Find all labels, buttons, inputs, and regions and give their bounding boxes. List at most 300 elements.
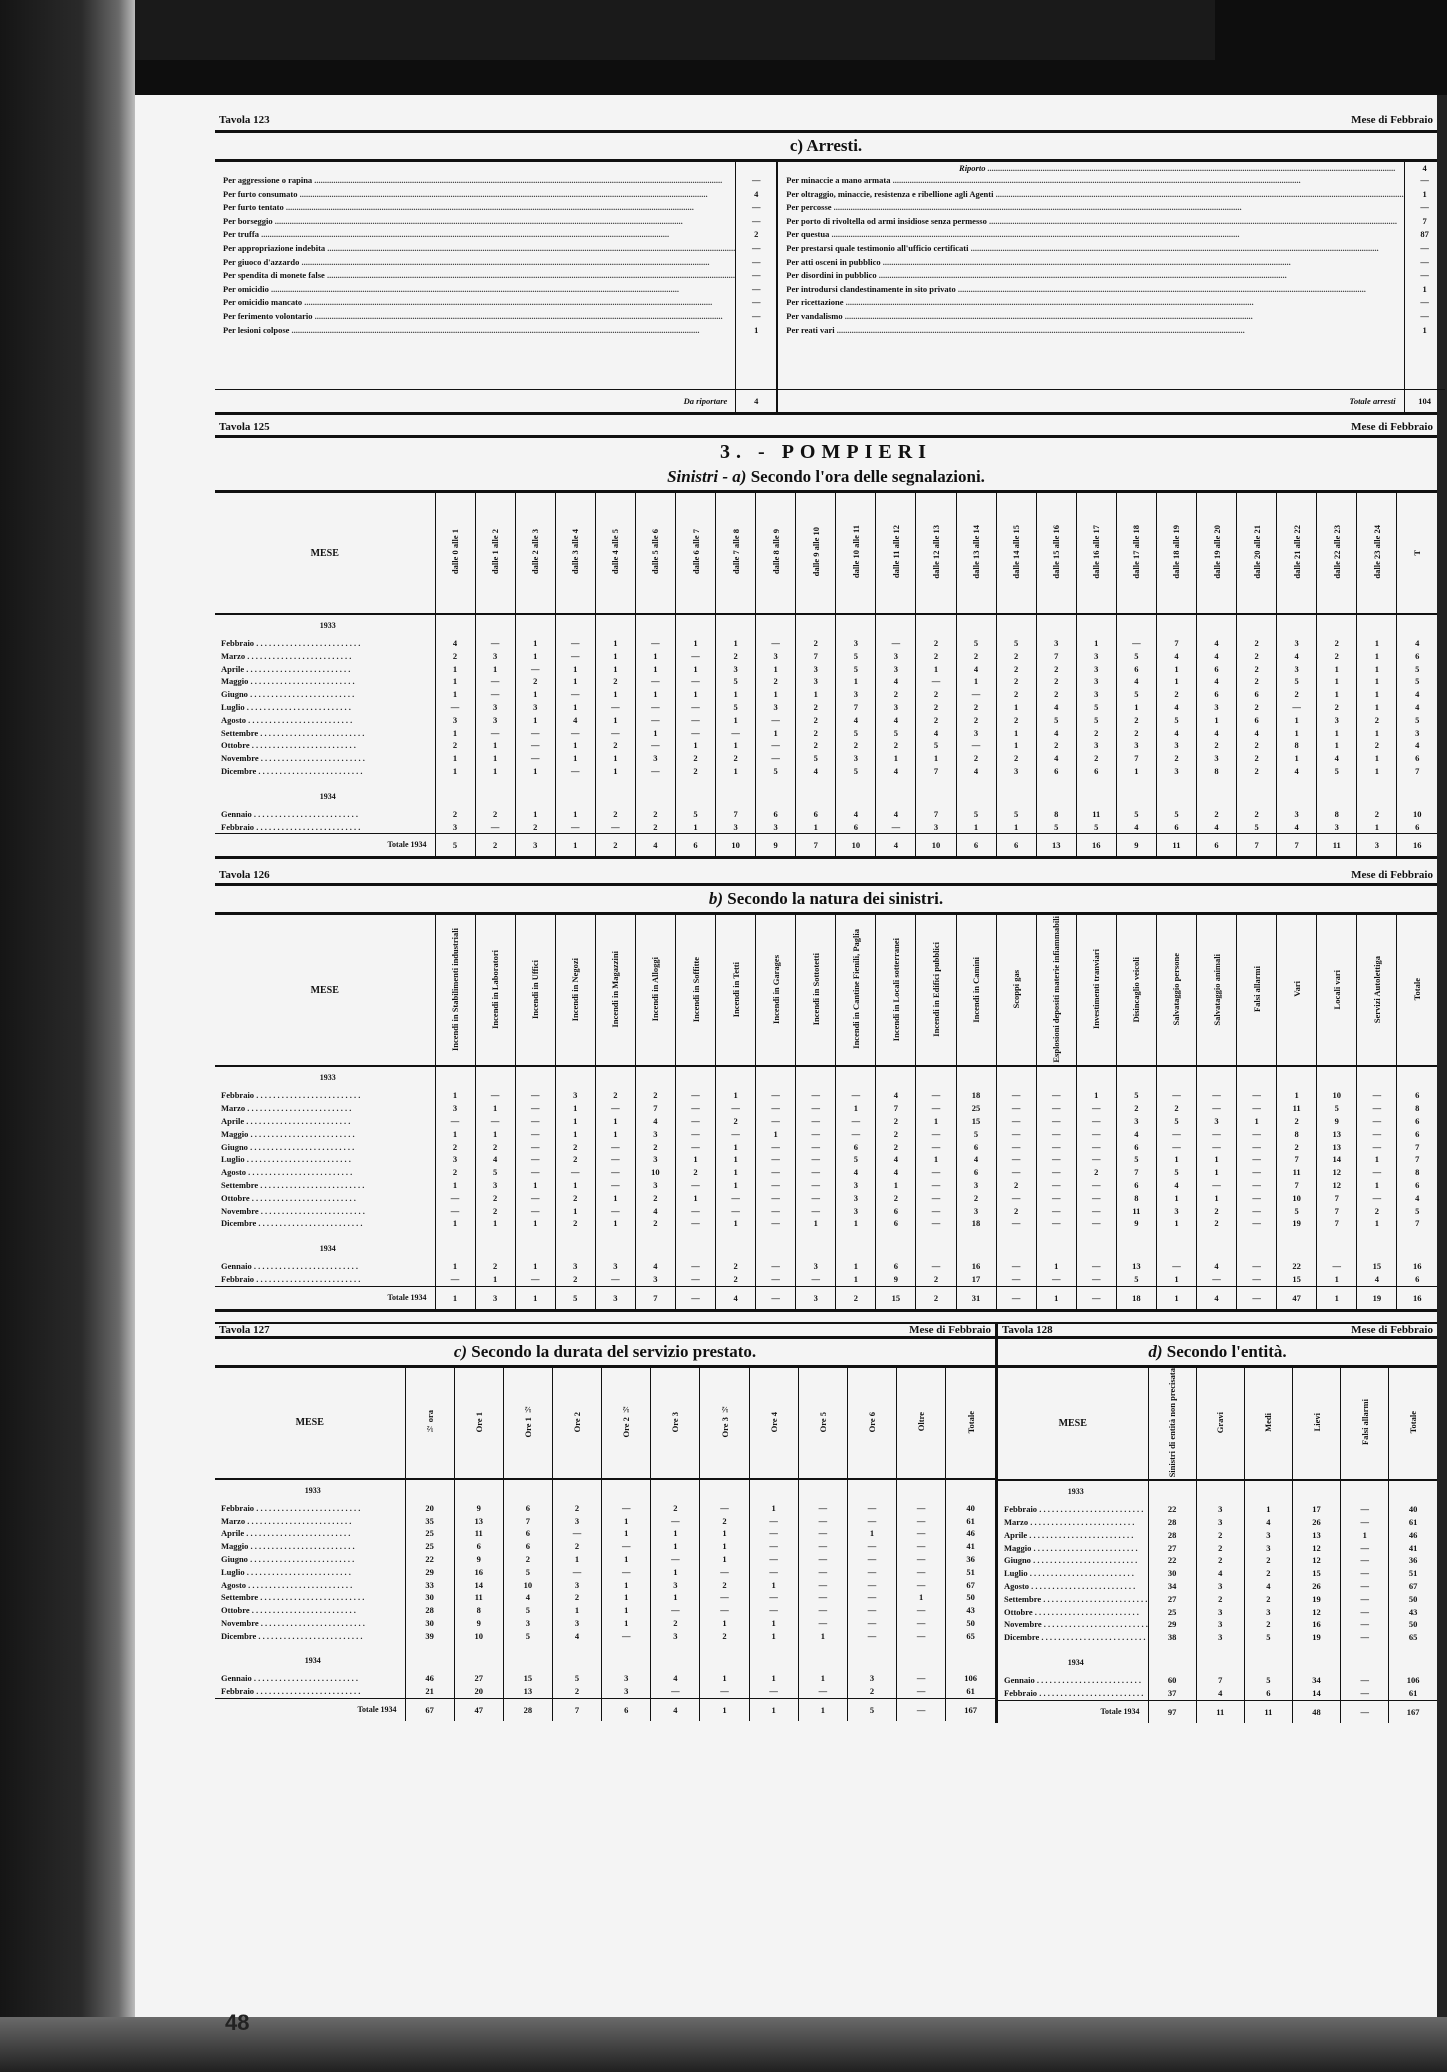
empty-cell [1036, 786, 1076, 808]
table-cell: 1 [716, 1089, 756, 1102]
total-cell: 16 [1076, 834, 1116, 857]
table-cell: — [675, 1115, 715, 1128]
empty-cell [454, 1650, 503, 1672]
column-header [1277, 915, 1317, 1066]
table-cell: 2 [675, 1166, 715, 1179]
table-cell: 4 [1196, 1687, 1244, 1700]
table-cell: — [798, 1540, 847, 1553]
table-cell: 1 [475, 1273, 515, 1286]
empty-cell [1076, 786, 1116, 808]
table-cell: 3 [635, 1273, 675, 1286]
table-cell: 3 [836, 1192, 876, 1205]
table-cell: 2 [956, 701, 996, 714]
arrest-row [778, 256, 1444, 270]
table-cell: 5 [1076, 701, 1116, 714]
arrest-label: Per prestarsi quale testimonio all'ufficio certificati ..... [778, 242, 1403, 256]
total-cell: 3 [595, 1286, 635, 1309]
table-cell: 1 [515, 714, 555, 727]
table-cell: 4 [1277, 650, 1317, 663]
table-cell: 15 [1357, 1260, 1397, 1273]
table-cell: — [756, 1141, 796, 1154]
month-label: Luglio . . . [215, 1153, 435, 1166]
table-cell: — [515, 663, 555, 676]
column-header-label: Falsi allarmi [1251, 966, 1262, 1013]
empty-cell [515, 1066, 555, 1089]
table-cell: 1 [1196, 1153, 1236, 1166]
table-cell: 1 [515, 765, 555, 778]
table-cell: 1 [595, 765, 635, 778]
year-row [215, 614, 1437, 637]
total-cell: 47 [1277, 1286, 1317, 1309]
month-label: Aprile . . . [215, 1115, 435, 1128]
total-cell: 7 [1237, 834, 1277, 857]
table-cell: 7 [1156, 637, 1196, 650]
column-header [916, 493, 956, 614]
table-cell: 6 [1196, 663, 1236, 676]
table-cell: — [1156, 1141, 1196, 1154]
spacer [756, 778, 796, 786]
table-cell: 2 [876, 1128, 916, 1141]
table-row [215, 1672, 995, 1685]
year-label: 1934 [1067, 1657, 1084, 1667]
table-cell: 5 [1397, 675, 1437, 688]
table-cell: 1 [836, 675, 876, 688]
table-cell: 4 [1196, 637, 1236, 650]
year-label: 1934 [319, 1244, 336, 1254]
table-cell: 2 [1156, 688, 1196, 701]
arrest-label: Per giuoco d'azzardo ..... [215, 256, 735, 270]
table-row [998, 1529, 1437, 1542]
column-header [1397, 493, 1437, 614]
table-cell: 3 [475, 1179, 515, 1192]
table-cell: 4 [916, 727, 956, 740]
table-cell: 3 [836, 1179, 876, 1192]
total-cell: 18 [1116, 1286, 1156, 1309]
table-cell: 7 [1116, 752, 1156, 765]
spacer [651, 1642, 700, 1650]
table-cell: — [515, 1089, 555, 1102]
table-cell: 15 [1292, 1567, 1340, 1580]
total-cell: 4 [716, 1286, 756, 1309]
table-cell: 13 [1317, 1141, 1357, 1154]
table-cell: — [756, 752, 796, 765]
table-cell: 1 [675, 821, 715, 834]
empty-cell [602, 1650, 651, 1672]
table-cell: 4 [1036, 701, 1076, 714]
table-cell: 6 [1397, 752, 1437, 765]
table-cell: 5 [1237, 821, 1277, 834]
column-header-label: Sinistri di entità non precisata [1167, 1367, 1178, 1478]
empty-cell [675, 786, 715, 808]
table-cell: 22 [1277, 1260, 1317, 1273]
table-row [998, 1687, 1437, 1700]
table-cell: 1 [635, 650, 675, 663]
table-cell: — [515, 752, 555, 765]
table-cell: 7 [1317, 1205, 1357, 1218]
table-row [215, 650, 1437, 663]
table-cell: 1 [996, 739, 1036, 752]
table-cell: 1 [836, 1217, 876, 1230]
spacer [1237, 1230, 1277, 1238]
total-cell: — [1076, 1286, 1116, 1309]
table-cell: 7 [1397, 1153, 1437, 1166]
empty-cell [515, 1238, 555, 1260]
column-header [1357, 493, 1397, 614]
arrest-value: — [1404, 242, 1445, 256]
spacer [1036, 778, 1076, 786]
table-row [215, 1617, 995, 1630]
empty-cell [1076, 1066, 1116, 1089]
empty-cell [555, 1066, 595, 1089]
table-cell: 4 [1116, 675, 1156, 688]
table-cell: 3 [876, 650, 916, 663]
empty-cell [798, 1479, 847, 1502]
total-cell: 6 [675, 834, 715, 857]
table-cell: 5 [836, 663, 876, 676]
table-row [215, 1579, 995, 1592]
table-cell: — [749, 1527, 798, 1540]
month-label: Dicembre . . . [215, 1217, 435, 1230]
table-cell: 5 [1317, 765, 1357, 778]
empty-cell [876, 614, 916, 637]
table-row [215, 1102, 1437, 1115]
total-cell: 3 [796, 1286, 836, 1309]
year-label: 1934 [319, 791, 336, 801]
table-row [215, 701, 1437, 714]
total-row [215, 1699, 995, 1722]
table-cell: 2 [1237, 765, 1277, 778]
table-cell: 2 [956, 1192, 996, 1205]
spacer [675, 1230, 715, 1238]
table-cell: — [1341, 1554, 1389, 1567]
month-label: Aprile . . . [998, 1529, 1148, 1542]
table-row [215, 1540, 995, 1553]
table-cell: — [675, 1179, 715, 1192]
empty-cell [1357, 614, 1397, 637]
table-cell: — [700, 1604, 749, 1617]
table-cell: — [635, 675, 675, 688]
arrest-label: Per borseggio ..... [215, 215, 735, 229]
column-header-label: Disincaglio veicoli [1131, 956, 1142, 1023]
total-cell: 13 [1036, 834, 1076, 857]
table-cell: — [1237, 1260, 1277, 1273]
table-cell: 4 [635, 1260, 675, 1273]
table-cell: — [595, 1179, 635, 1192]
table-cell: — [756, 1192, 796, 1205]
table-cell: 1 [700, 1672, 749, 1685]
table-cell: 2 [595, 1089, 635, 1102]
table-cell: 3 [1196, 701, 1236, 714]
table-cell: 2 [916, 688, 956, 701]
total-cell: 7 [1277, 834, 1317, 857]
table-cell: — [555, 637, 595, 650]
table-cell: 7 [1277, 1179, 1317, 1192]
column-header-label: Totale [1412, 978, 1423, 1001]
empty-cell [956, 614, 996, 637]
table-row [215, 739, 1437, 752]
total-cell: 10 [716, 834, 756, 857]
table-cell: 1 [675, 637, 715, 650]
table-row [215, 1685, 995, 1698]
column-header-label: Servizi Autolettiga [1371, 955, 1382, 1023]
empty-cell [555, 1238, 595, 1260]
scan-border-top-dark [0, 0, 1215, 60]
table-cell: — [1237, 1217, 1277, 1230]
column-header-label: Ore 1 [473, 1411, 484, 1432]
table-cell: — [1357, 1192, 1397, 1205]
empty-cell [796, 786, 836, 808]
table-cell: — [796, 1115, 836, 1128]
table-cell: — [916, 1166, 956, 1179]
table-cell: 2 [700, 1579, 749, 1592]
month-label: Settembre . . . [215, 1591, 405, 1604]
title-prefix: b) [708, 889, 724, 909]
table-cell: 3 [1196, 1503, 1244, 1516]
table-cell: 1 [515, 688, 555, 701]
month-label: Febbraio . . . [215, 1502, 405, 1515]
table-cell: 1 [1277, 727, 1317, 740]
table-cell: 2 [996, 650, 1036, 663]
spacer [1277, 778, 1317, 786]
table-cell: 2 [475, 1260, 515, 1273]
table-cell: 3 [1156, 739, 1196, 752]
empty-cell [1317, 1238, 1357, 1260]
total-cell: 1 [700, 1699, 749, 1722]
table-cell: 1 [1317, 727, 1357, 740]
total-cell: 6 [996, 834, 1036, 857]
table-cell: — [1237, 1153, 1277, 1166]
table-cell: — [876, 637, 916, 650]
column-header-label: dalle 2 alle 3 [530, 529, 541, 575]
column-header-label: dalle 0 alle 1 [450, 529, 461, 575]
empty-cell [1341, 1652, 1389, 1674]
table-cell: 1 [675, 1153, 715, 1166]
column-header [1317, 915, 1357, 1066]
table-cell: 26 [1292, 1516, 1340, 1529]
spacer [435, 1230, 475, 1238]
table-cell: 1 [749, 1579, 798, 1592]
filler-left [215, 337, 735, 389]
table-cell: — [1076, 1141, 1116, 1154]
table-cell: 60 [1148, 1674, 1196, 1687]
column-header [1076, 915, 1116, 1066]
table-cell: 1 [602, 1604, 651, 1617]
column-header [675, 915, 715, 1066]
table-cell: 1 [1317, 1273, 1357, 1286]
table-cell: 2 [515, 675, 555, 688]
table-cell: 1 [836, 1102, 876, 1115]
month-label: Aprile . . . [215, 1527, 405, 1540]
table-cell: 1 [595, 650, 635, 663]
empty-cell [1237, 786, 1277, 808]
table-cell: 6 [1116, 1141, 1156, 1154]
table-row [215, 821, 1437, 834]
tavola-header [215, 1324, 995, 1336]
table-cell: 10 [454, 1630, 503, 1643]
total-cell: 1 [798, 1699, 847, 1722]
table-cell: 30 [1148, 1567, 1196, 1580]
table-cell: 9 [876, 1273, 916, 1286]
table-cell: 4 [1397, 701, 1437, 714]
table-cell: 30 [405, 1617, 454, 1630]
entity-table [998, 1368, 1437, 1723]
table-cell: 4 [1196, 1567, 1244, 1580]
spacer [998, 1644, 1148, 1652]
table-cell: 2 [1357, 808, 1397, 821]
section-heading: 3. - POMPIERI [720, 441, 932, 463]
empty-cell [475, 1238, 515, 1260]
table-cell: — [847, 1566, 896, 1579]
table-cell: — [847, 1617, 896, 1630]
empty-cell [876, 1238, 916, 1260]
table-cell: — [675, 650, 715, 663]
spacer [515, 1230, 555, 1238]
arrest-value: 1 [1404, 283, 1445, 297]
total-cell: 97 [1148, 1700, 1196, 1723]
table-cell: 1 [1357, 1153, 1397, 1166]
table-cell: 2 [796, 714, 836, 727]
table-cell: 65 [1389, 1631, 1437, 1644]
table-cell: 1 [602, 1579, 651, 1592]
spacer [876, 778, 916, 786]
table-cell: 9 [454, 1617, 503, 1630]
table-cell: — [595, 727, 635, 740]
empty-cell [475, 786, 515, 808]
arrest-row [215, 269, 776, 283]
table-cell: 4 [876, 675, 916, 688]
table-cell: — [798, 1604, 847, 1617]
table-cell: 61 [946, 1685, 995, 1698]
table-cell: 27 [454, 1672, 503, 1685]
table-cell: — [916, 675, 956, 688]
table-cell: 3 [1196, 752, 1236, 765]
empty-cell [956, 786, 996, 808]
month-label: Ottobre . . . [998, 1606, 1148, 1619]
table-cell: 2 [956, 752, 996, 765]
month-label: Novembre . . . [998, 1618, 1148, 1631]
spacer [700, 1642, 749, 1650]
table-cell: 2 [435, 739, 475, 752]
arrest-value: 4 [735, 188, 776, 202]
nature-table [215, 915, 1437, 1308]
table-cell: — [602, 1540, 651, 1553]
table-cell: 1 [1317, 739, 1357, 752]
table-cell: 1 [876, 752, 916, 765]
table-cell: — [1036, 1089, 1076, 1102]
table-cell: — [749, 1566, 798, 1579]
total-cell: 5 [555, 1286, 595, 1309]
column-header-label: dalle 9 alle 10 [810, 527, 821, 577]
empty-cell [716, 1238, 756, 1260]
table-cell: — [716, 1192, 756, 1205]
divider [215, 435, 1437, 438]
table-cell: 5 [996, 808, 1036, 821]
month-label: Mese di Febbraio [909, 1323, 991, 1336]
table-cell: — [515, 1166, 555, 1179]
table-cell: 11 [454, 1591, 503, 1604]
table-cell: — [1341, 1516, 1389, 1529]
month-label: Giugno . . . [215, 1141, 435, 1154]
arrest-value: — [1404, 296, 1445, 310]
table-cell: 1 [435, 663, 475, 676]
total-cell: 48 [1292, 1700, 1340, 1723]
table-cell: 29 [405, 1566, 454, 1579]
title-prefix: Sinistri - a) [667, 467, 747, 486]
table-cell: — [916, 1128, 956, 1141]
empty-cell [700, 1479, 749, 1502]
table-cell: — [756, 1089, 796, 1102]
empty-cell [1036, 1066, 1076, 1089]
empty-cell [1076, 1238, 1116, 1260]
table-cell: — [798, 1617, 847, 1630]
arrest-label: Per vandalismo ..... [778, 310, 1403, 324]
total-cell: 4 [876, 834, 916, 857]
hours-table [215, 493, 1437, 856]
tavola-header [215, 114, 1437, 126]
total-cell: 4 [1196, 1286, 1236, 1309]
table-cell: 3 [552, 1515, 601, 1528]
table-cell: 1 [555, 1115, 595, 1128]
table-cell: — [1036, 1273, 1076, 1286]
arrest-row [778, 310, 1444, 324]
arrest-value: — [1404, 174, 1445, 188]
empty-cell [956, 1238, 996, 1260]
divider [215, 1336, 995, 1339]
table-cell: 3 [635, 1179, 675, 1192]
table-cell: — [555, 765, 595, 778]
column-header [1156, 493, 1196, 614]
table-cell: 12 [1317, 1166, 1357, 1179]
table-cell: 61 [1389, 1516, 1437, 1529]
arrest-label: Per oltraggio, minaccie, resistenza e ribellione agli Agenti ..... [778, 188, 1403, 202]
table-cell: — [515, 1153, 555, 1166]
table-cell: 2 [700, 1515, 749, 1528]
table-cell: — [1237, 1166, 1277, 1179]
table-cell: 2 [515, 821, 555, 834]
spacer [946, 1642, 995, 1650]
table-cell: — [1357, 1166, 1397, 1179]
table-cell: — [675, 727, 715, 740]
table-cell: 1 [555, 1128, 595, 1141]
table-cell: — [1317, 1260, 1357, 1273]
table-cell: 5 [956, 808, 996, 821]
table-cell: 5 [1244, 1631, 1292, 1644]
empty-cell [1196, 1238, 1236, 1260]
table-cell: — [700, 1591, 749, 1604]
month-label: Marzo . . . [215, 650, 435, 663]
arrest-total-value: 4 [735, 390, 776, 412]
table-cell: — [515, 1102, 555, 1115]
mese-header: MESE [998, 1368, 1148, 1480]
table-cell: 1 [996, 821, 1036, 834]
table-cell: 5 [1156, 1166, 1196, 1179]
table-cell: 6 [956, 1141, 996, 1154]
table-cell: 5 [956, 1128, 996, 1141]
table-cell: — [651, 1604, 700, 1617]
table-cell: 1 [475, 765, 515, 778]
table-row [215, 1192, 1437, 1205]
month-label: Settembre . . . [998, 1593, 1148, 1606]
arrest-label: Per spendita di monete false ..... [215, 269, 735, 283]
table-cell: 1 [1341, 1529, 1389, 1542]
table-cell: 6 [1116, 663, 1156, 676]
table-cell: 35 [405, 1515, 454, 1528]
table-cell: — [876, 821, 916, 834]
table-cell: 10 [503, 1579, 552, 1592]
table-cell: — [749, 1515, 798, 1528]
table-cell: — [1036, 1205, 1076, 1218]
table-cell: — [749, 1540, 798, 1553]
